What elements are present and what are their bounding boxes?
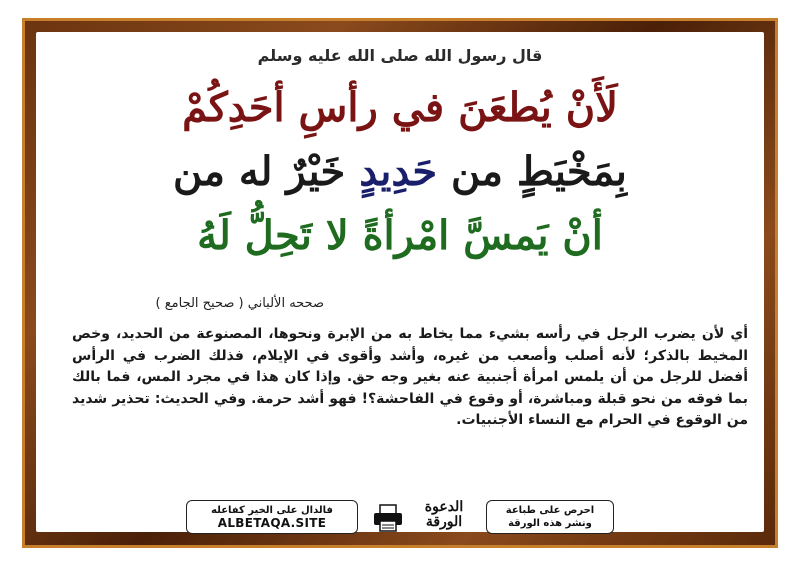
print-note-line-2: ونشر هذه الورقة — [508, 518, 592, 529]
hadith-line-2-part-b: حَدِيدٍ — [359, 148, 438, 195]
albetaqa-logo — [414, 500, 474, 534]
printer-icon — [372, 504, 404, 532]
print-note-box — [486, 500, 614, 534]
site-box — [186, 500, 358, 534]
hadith-line-2 — [36, 144, 764, 200]
hadith-source: صححه الألباني ( صحيح الجامع ) — [155, 296, 324, 311]
hadith-line-2-part-a: بِمَخْيَطٍ من — [451, 148, 627, 195]
hadith-intro: قال رسول الله صلى الله عليه وسلم — [257, 46, 543, 65]
hadith-line-3: أنْ يَمسَّ امْرأةً لا تَحِلُّ لَهُ — [197, 212, 603, 259]
hadith-line-2-part-c: خَيْرٌ له من — [173, 148, 346, 195]
logo-line-2: الورقة — [425, 514, 463, 530]
guide-text: فالدال على الخير كفاعله — [211, 505, 333, 516]
hadith-explanation: أي لأن يضرب الرجل في رأسه بشيء مما يخاط به من الإبرة ونحوها، المصنوعة من الحديد، وخص المخيط بالذكر؛ لأنه أصلب وأصعب من غيره، وأشد وأقوى في الإيلام، فذلك الضرب في الرأس أفضل للرجل من أن يلمس امرأة أجنبية عنه بغير وجه حق. وإذا كان هذا في مجرد المس، فما بالك بما فوقه من نحو قبلة ومباشرة، أو وقوع في الفاحشة؟! فهو أشد حرمة. وفي الحديث: تحذير شديد من الوقوع في الحرام مع النساء الأجنبيات. — [72, 326, 748, 428]
site-link[interactable]: ALBETAQA.SITE — [217, 516, 327, 530]
hadith-line-1: لَأَنْ يُطعَنَ في رأسِ أحَدِكُمْ — [182, 84, 618, 131]
content-card — [36, 32, 764, 532]
logo-line-1: الدعوة — [424, 499, 464, 515]
footer — [186, 500, 616, 536]
print-note-line-1: احرص على طباعة — [505, 505, 595, 516]
